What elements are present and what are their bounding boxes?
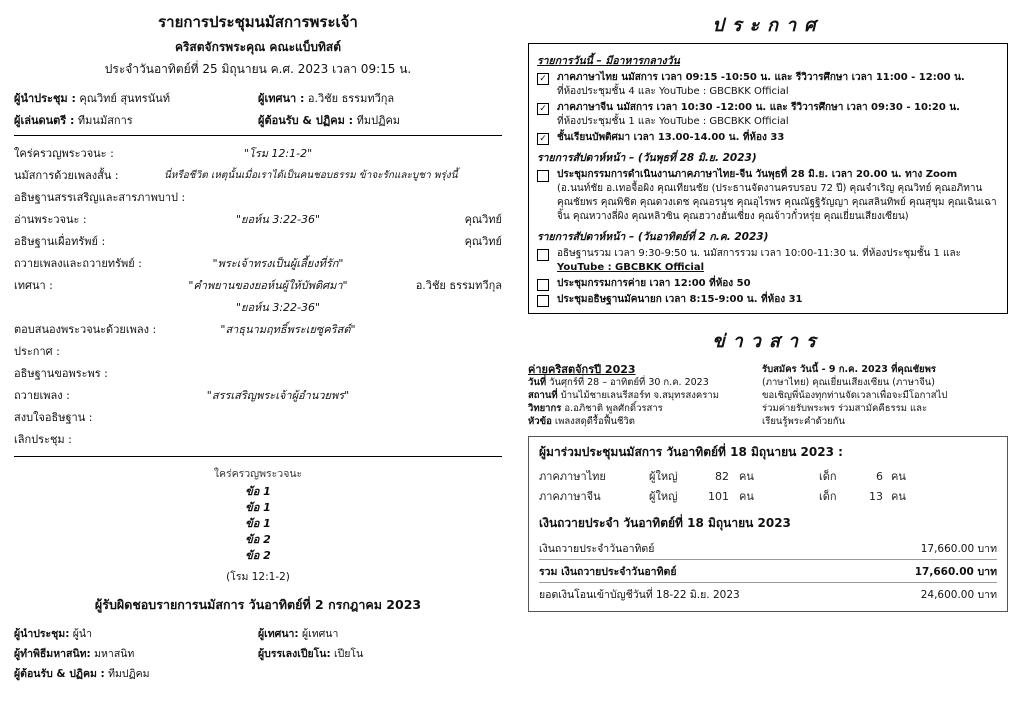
- camp-info: [528, 363, 748, 428]
- camp-value: เพลงสดุดีรื้อฟื้นชีวิต: [554, 416, 635, 427]
- adult-label: ผู้ใหญ่: [649, 490, 678, 503]
- verse-line: ข้อ 1: [245, 485, 271, 498]
- order-label: สงบใจอธิษฐาน :: [14, 411, 93, 424]
- item-line: YouTube : GBCBKK Official: [557, 262, 705, 273]
- verse-heading: ใคร่ครวญพระวจนะ: [213, 468, 303, 480]
- announcements-column: [528, 10, 1008, 715]
- bulletin-title: รายการประชุมนมัสการพระเจ้า: [158, 13, 358, 31]
- sunday-heading: รายการสัปดาห์หน้า – (วันอาทิตย์ที่ 2 ก.ค. 2023): [537, 231, 769, 243]
- checkbox-empty: [537, 279, 549, 291]
- child-label: เด็ก: [819, 490, 837, 503]
- next-week-title: ผู้รับผิดชอบรายการนมัสการ วันอาทิตย์ที่ 2 กรกฎาคม 2023: [94, 597, 422, 612]
- offering-row: [539, 537, 997, 560]
- today-heading: รายการวันนี้ – มีอาหารกลางวัน: [537, 55, 680, 67]
- role-value: ทีมปฏิคม: [356, 114, 401, 127]
- order-label: อธิษฐานขอพระพร :: [14, 367, 108, 380]
- checkbox-checked: ✓: [537, 133, 549, 145]
- order-label: ถวายเพลงและถวายทรัพย์ :: [14, 257, 142, 270]
- adult-count: 82: [715, 469, 729, 483]
- next-week-roles: [14, 625, 502, 682]
- order-label: ใคร่ครวญพระวจนะ :: [14, 147, 114, 160]
- service-date: ประจำวันอาทิตย์ที่ 25 มิถุนายน ค.ศ. 2023 เวลา 09:15 น.: [104, 62, 412, 76]
- order-item: [14, 318, 502, 340]
- order-of-service-column: [14, 10, 502, 715]
- checkbox-checked: ✓: [537, 103, 549, 115]
- order-person: อ.วิชัย ธรรมทวีกุล: [415, 279, 502, 292]
- order-item: [14, 428, 502, 450]
- verse-line: ข้อ 1: [245, 501, 271, 514]
- order-item: [14, 208, 502, 230]
- roles-grid: [14, 89, 502, 129]
- item-line: ภาคภาษาไทย นมัสการ เวลา 09:15 -10:50 น. และ รีวิวารศึกษา เวลา 11:00 - 12:00 น.: [557, 72, 965, 83]
- order-item: [14, 164, 502, 186]
- week-heading: รายการสัปดาห์หน้า – (วันพุธที่ 28 มิ.ย. 2023): [537, 152, 757, 164]
- adult-label: ผู้ใหญ่: [649, 470, 678, 483]
- offering-total-row: [539, 560, 997, 583]
- order-detail: "ยอห์น 3:22-36": [235, 213, 321, 226]
- next-role: [258, 625, 502, 642]
- role-label: ผู้นำประชุม :: [14, 92, 76, 105]
- offering-label: ยอดเงินโอนเข้าบัญชีวันที่ 18-22 มิ.ย. 2023: [539, 588, 740, 601]
- next-role: [14, 645, 258, 662]
- verse-text: [14, 484, 502, 564]
- adult-count: 101: [708, 489, 729, 503]
- camp-value: อ.อภิชาติ พูลศักดิ์วรสาร: [564, 403, 663, 414]
- checkbox-empty: [537, 249, 549, 261]
- divider: [14, 135, 502, 136]
- offering-amount: 17,660.00 บาท: [914, 565, 997, 578]
- order-item: [14, 252, 502, 274]
- order-label: เทศนา :: [14, 279, 53, 292]
- attendance-row: [539, 466, 997, 486]
- role-value: คุณวิทย์ สุนทรนันท์: [79, 92, 171, 105]
- unit: คน: [891, 470, 906, 483]
- order-detail: "สาธุนามฤทธิ์พระเยซูคริสต์": [220, 323, 356, 336]
- order-item: [14, 340, 502, 362]
- order-label: อ่านพระวจนะ :: [14, 213, 87, 226]
- role-label: ผู้เทศนา :: [258, 92, 305, 105]
- order-label: อธิษฐานสรรเสริญและสารภาพบาป :: [14, 191, 186, 204]
- news-title: ข่าวสาร: [712, 331, 824, 352]
- divider: [14, 456, 502, 457]
- offering-row: [539, 583, 997, 605]
- camp-key: หัวข้อ: [528, 416, 552, 427]
- item-line: ประชุมกรรมการดำเนินงานภาคภาษาไทย-จีน วันพุธที่ 28 มิ.ย. เวลา 20.00 น. ทาง Zoom: [557, 169, 958, 180]
- order-item: [14, 384, 502, 406]
- reg-line: ร่วมค่ายรับพระพร ร่วมสามัคคีธรรม และ: [762, 403, 928, 414]
- camp-row: [528, 415, 748, 428]
- sunday-item: [537, 293, 999, 307]
- camp-value: วันศุกร์ที่ 28 – อาทิตย์ที่ 30 ก.ค. 2023: [549, 377, 709, 388]
- role-label: ผู้เล่นดนตรี :: [14, 114, 75, 127]
- role-value: เปียโน: [334, 648, 364, 660]
- order-detail: "โรม 12:1-2": [243, 147, 313, 160]
- attendance-lang: ภาคภาษาจีน: [539, 490, 601, 503]
- item-line: ที่ห้องประชุมชั้น 4 และ YouTube : GBCBKK Official: [557, 86, 789, 97]
- order-item: [14, 142, 502, 164]
- offering-title: เงินถวายประจำ วันอาทิตย์ที่ 18 มิถุนายน 2023: [539, 516, 791, 530]
- order-detail: "คำพยานของยอห์นผู้ให้บัพติศมา": [188, 279, 348, 292]
- unit: คน: [891, 490, 906, 503]
- sunday-item: [537, 247, 999, 275]
- week-item: [537, 168, 999, 224]
- camp-key: วันที่: [528, 377, 547, 388]
- order-person: คุณวิทย์: [464, 235, 502, 248]
- order-detail: "พระเจ้าทรงเป็นผู้เลี้ยงที่รัก": [212, 257, 344, 270]
- role-label: ผู้ต้อนรับ & ปฏิคม :: [14, 668, 105, 680]
- role-label: ผู้ต้อนรับ & ปฏิคม :: [258, 114, 354, 127]
- verse-reference: (โรม 12:1-2): [226, 571, 290, 583]
- camp-value: บ้านไม้ชายเลนรีสอร์ท จ.สมุทรสงคราม: [560, 390, 719, 401]
- announcements-box: [528, 43, 1008, 314]
- order-person: คุณวิทย์: [464, 213, 502, 226]
- news-section: [528, 363, 1008, 428]
- order-item: [14, 230, 502, 252]
- order-detail: "ยอห์น 3:22-36": [235, 301, 321, 314]
- role-value: มหาสนิท: [94, 648, 135, 660]
- item-line: ชั้นเรียนบัพติศมา เวลา 13.00-14.00 น. ที่ห้อง 33: [557, 132, 785, 143]
- verse-line: ข้อ 1: [245, 517, 271, 530]
- attendance-title: ผู้มาร่วมประชุมนมัสการ วันอาทิตย์ที่ 18 มิถุนายน 2023 :: [539, 445, 843, 459]
- reg-line: ขอเชิญพี่น้องทุกท่านจัดเวลาเพื่อจะมีโอกาสไป: [762, 390, 948, 401]
- role-leader: [14, 89, 258, 107]
- camp-key: สถานที่: [528, 390, 558, 401]
- order-item: [14, 362, 502, 384]
- order-label: ประกาศ :: [14, 345, 60, 358]
- item-line: ประชุมอธิษฐานมัคนายก เวลา 8:15-9:00 น. ที่ห้อง 31: [557, 294, 803, 305]
- reg-line: เรียนรู้พระคำด้วยกัน: [762, 416, 845, 427]
- order-label: เลิกประชุม :: [14, 433, 72, 446]
- camp-title: ค่ายคริสตจักรปี 2023: [528, 363, 636, 376]
- role-label: ผู้ทำพิธีมหาสนิท:: [14, 648, 91, 660]
- today-item: [537, 101, 999, 129]
- checkbox-empty: [537, 295, 549, 307]
- role-value: อ.วิชัย ธรรมทวีกุล: [307, 92, 395, 105]
- offering-label: รวม เงินถวายประจำวันอาทิตย์: [539, 565, 677, 578]
- today-item: [537, 71, 999, 99]
- stats-box: [528, 436, 1008, 612]
- sunday-item: [537, 277, 999, 291]
- next-role: [14, 625, 258, 642]
- order-item: [14, 406, 502, 428]
- child-label: เด็ก: [819, 470, 837, 483]
- camp-row: [528, 402, 748, 415]
- reg-line: (ภาษาไทย) คุณเยี่ยนเสียงเซียน (ภาษาจีน): [762, 377, 935, 388]
- role-value: ทีมปฏิคม: [108, 668, 150, 680]
- offering-label: เงินถวายประจำวันอาทิตย์: [539, 542, 655, 555]
- registration-info: [762, 363, 1008, 428]
- order-item: [14, 296, 502, 318]
- item-line: (อ.นนท์ชัย อ.เทอจื้อผิง คุณเทียนชัย (ประธานจัดงานครบรอบ 72 ปี) คุณจำเริญ คุณวิทย์ คุณอภิทาน คุณชัยพร คุณพิชิต คุณดวงเดช คุณอรนุช คุณอุไรพร คุณณัฐฐิรัญญา คุณสลินทิพย์ คุณสุขุม คุณเฉินเฉาจิ้น คุณหวางลี่ผิง คุณหลิวซิน คุณฮวางฮั่นเซี่ยง คุณจ้าวกั๋วหรุ่ย คุณเยี่ยนเสียงเซียน): [557, 183, 997, 222]
- attendance-lang: ภาคภาษาไทย: [539, 470, 606, 483]
- order-item: [14, 274, 502, 296]
- today-item: [537, 131, 999, 145]
- order-detail: "สรรเสริญพระเจ้าผู้อำนวยพร": [206, 389, 350, 402]
- unit: คน: [739, 490, 754, 503]
- role-value: ผู้นำ: [72, 628, 92, 640]
- order-label: ถวายเพลง :: [14, 389, 70, 402]
- church-name: คริสตจักรพระคุณ คณะแบ็บทิสต์: [174, 40, 342, 54]
- checkbox-checked: ✓: [537, 73, 549, 85]
- order-item: [14, 186, 502, 208]
- role-value: ผู้เทศนา: [301, 628, 339, 640]
- order-detail: นี่หรือชีวิต เหตุนั้นเมื่อเราได้เป็นคนชอบธรรม ข้าจะรักและบูชา พรุ่งนี้: [164, 169, 458, 181]
- camp-key: วิทยากร: [528, 403, 562, 414]
- order-label: นมัสการด้วยเพลงสั้น :: [14, 169, 119, 182]
- order-label: อธิษฐานเผื่อทรัพย์ :: [14, 235, 106, 248]
- role-label: ผู้บรรเลงเปียโน:: [258, 648, 331, 660]
- announcements-title: ประกาศ: [712, 15, 824, 36]
- camp-row: [528, 376, 748, 389]
- item-line: ที่ห้องประชุมชั้น 1 และ YouTube : GBCBKK Official: [557, 116, 789, 127]
- next-role: [258, 645, 502, 662]
- attendance-row: [539, 486, 997, 506]
- reg-line: รับสมัคร วันนี้ - 9 ก.ค. 2023 ที่คุณชัยพร: [762, 364, 936, 375]
- camp-row: [528, 389, 748, 402]
- order-label: ตอบสนองพระวจนะด้วยเพลง :: [14, 323, 157, 336]
- role-value: ทีมนมัสการ: [77, 114, 133, 127]
- role-label: ผู้นำประชุม:: [14, 628, 70, 640]
- item-line: ประชุมกรรมการค่าย เวลา 12:00 ที่ห้อง 50: [557, 278, 751, 289]
- item-line: อธิษฐานรวม เวลา 9:30-9:50 น. นมัสการรวม เวลา 10:00-11:30 น. ที่ห้องประชุมชั้น 1 และ: [557, 248, 962, 259]
- verse-line: ข้อ 2: [245, 549, 271, 562]
- role-label: ผู้เทศนา:: [258, 628, 299, 640]
- offering-amount: 24,600.00 บาท: [920, 588, 997, 601]
- verse-line: ข้อ 2: [245, 533, 271, 546]
- child-count: 13: [869, 489, 883, 503]
- next-role: [14, 665, 258, 682]
- checkbox-empty: [537, 170, 549, 182]
- child-count: 6: [876, 469, 883, 483]
- offering-amount: 17,660.00 บาท: [920, 542, 997, 555]
- role-preacher: [258, 89, 502, 107]
- role-music: [14, 111, 258, 129]
- order-list: [14, 142, 502, 450]
- role-welcome: [258, 111, 502, 129]
- unit: คน: [739, 470, 754, 483]
- item-line: ภาคภาษาจีน นมัสการ เวลา 10:30 -12:00 น. และ รีวิวารศึกษา เวลา 09:30 - 10:20 น.: [557, 102, 960, 113]
